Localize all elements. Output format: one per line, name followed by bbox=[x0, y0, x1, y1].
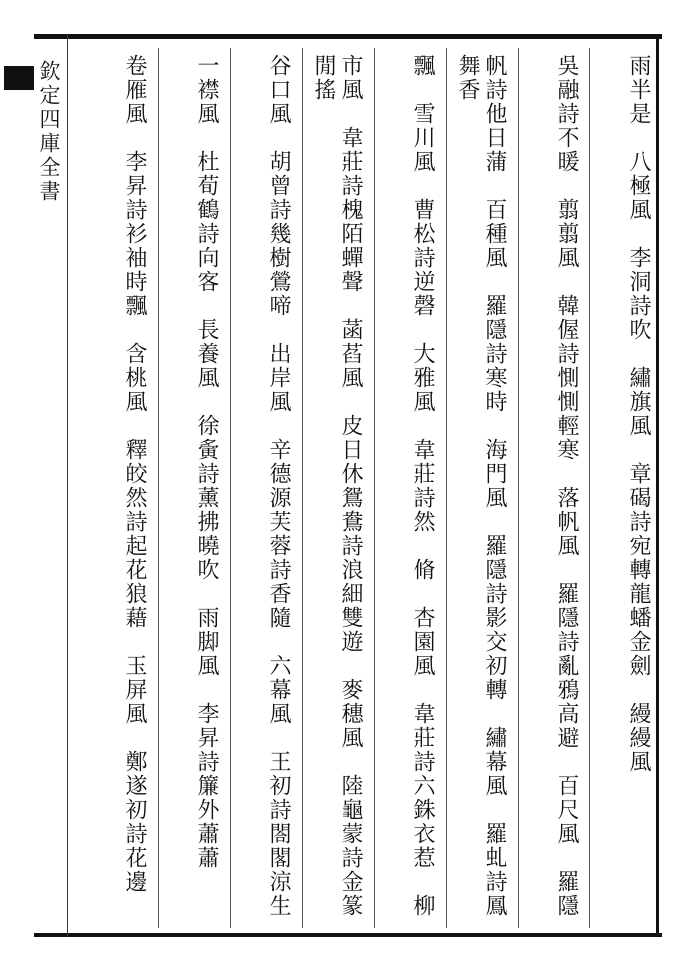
text-column-6: 谷口風 胡曾詩幾樹鶯啼 出岸風 辛德源芙蓉詩香隨 六幕風 王初詩閤閣涼生 bbox=[266, 54, 291, 918]
text-column-4: 飄 雪川風 曹松詩逆磬 大雅風 韋莊詩然 脩 杏園風 韋莊詩六銖衣惹 柳 bbox=[410, 54, 435, 918]
chapter-title bbox=[0, 60, 4, 920]
text-column-1: 雨半是 八極風 李洞詩吹 繡旗風 章碣詩宛轉龍蟠金劍 縵縵風 bbox=[626, 54, 651, 774]
column-rule bbox=[230, 48, 231, 928]
column-rule bbox=[518, 48, 519, 928]
page-frame-right bbox=[656, 34, 659, 937]
column-rule bbox=[158, 48, 159, 928]
text-column-8: 卷雁風 李昇詩衫袖時飄 含桃風 釋皎然詩起花狼藉 玉屏風 鄭遂初詩花邊 bbox=[122, 54, 147, 894]
column-rule bbox=[374, 48, 375, 928]
column-rule bbox=[302, 48, 303, 928]
text-column-2: 吳融詩不暖 翦翦風 韓偓詩惻惻輕寒 落帆風 羅隱詩亂鴉高避 百尺風 羅隱 bbox=[554, 54, 579, 918]
column-rule bbox=[589, 48, 590, 928]
column-rule bbox=[446, 48, 447, 928]
page-frame-margin-rule bbox=[67, 34, 68, 937]
text-column-3: 帆詩他日蒲 百種風 羅隱詩寒時 海門風 羅隱詩影交初轉 繡幕風 羅虬詩鳳舞香 bbox=[455, 54, 507, 918]
text-column-7: 一襟風 杜荀鶴詩向客 長養風 徐夤詩薰拂曉吹 雨脚風 李昇詩簾外蕭蕭 bbox=[194, 54, 219, 870]
margin-column bbox=[34, 60, 64, 920]
book-title: 欽定四庫全書 bbox=[37, 60, 61, 204]
fish-tail-ribbon bbox=[4, 66, 34, 90]
page-frame-bottom bbox=[34, 933, 662, 937]
page-frame-top bbox=[34, 34, 662, 39]
text-column-5: 市風 韋莊詩槐陌蟬聲 菡萏風 皮日休鴛鴦詩浪細雙遊 麥穗風 陸龜蒙詩金篆閒搖 bbox=[311, 54, 363, 918]
